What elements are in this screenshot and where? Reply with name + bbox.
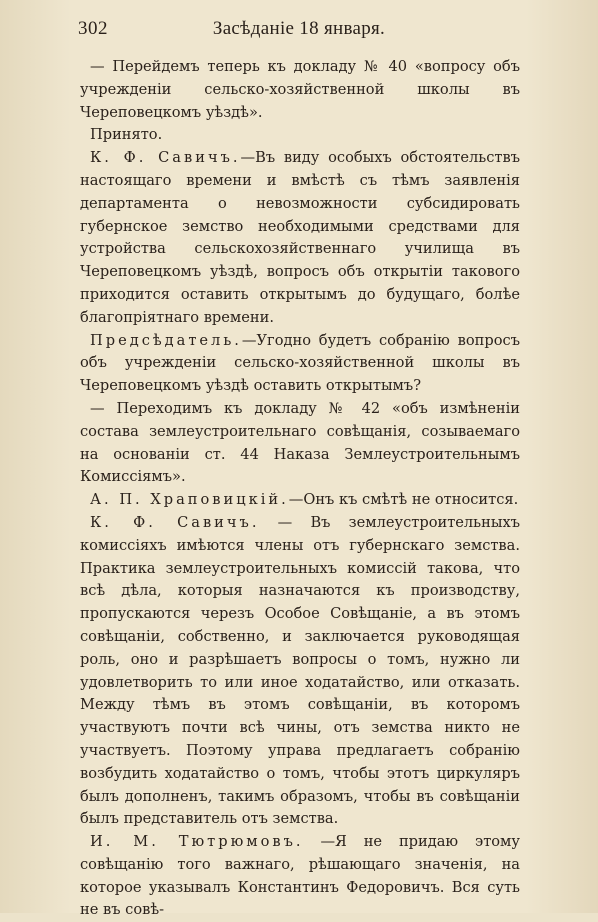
- page-header: [0, 18, 598, 48]
- running-title: Засѣданіе 18 января.: [212, 18, 386, 39]
- speaker-name: И. М. Тютрюмовъ.: [90, 833, 304, 851]
- paragraph-text: —Въ виду особыхъ обстоятельствъ настоящаго времени и вмѣстѣ съ тѣмъ заявленія департамента о невозможности субсидировать губернское земство необходимыми средствами для устройства сельскохозяйственнаго училища въ Череповецкомъ уѣздѣ, вопросъ объ открытіи такового приходится оставить открытымъ до будущаго, болѣе благопріятнаго времени.: [80, 149, 520, 326]
- paragraph: [80, 124, 520, 147]
- paragraph: [80, 512, 520, 831]
- paragraph: [80, 330, 520, 398]
- paragraph-text: — Перейдемъ теперь къ докладу № 40 «вопросу объ учрежденіи сельско-хозяйственной школы въ Череповецкомъ уѣздѣ».: [80, 58, 520, 121]
- paragraph-text: —Угодно будетъ собранію вопросъ объ учрежденіи сельско-хозяйственной школы въ Череповецкомъ уѣздѣ оставить открытымъ?: [80, 331, 520, 395]
- speaker-name: Предсѣдатель.: [90, 331, 242, 349]
- paragraph-text: — Переходимъ къ докладу № 42 «объ измѣненіи состава землеустроительнаго совѣщанія, созываемаго на основаніи ст. 44 Наказа Землеустроительнымъ Комиссіямъ».: [80, 399, 520, 486]
- speaker-name: К. Ф. Савичъ.: [90, 513, 260, 531]
- page-body: [80, 56, 520, 922]
- paragraph: [80, 398, 520, 489]
- paragraph-text: Принято.: [90, 126, 163, 144]
- page-number: 302: [78, 18, 108, 39]
- paragraph: [80, 147, 520, 329]
- paragraph-text: — Въ землеустроительныхъ комиссіяхъ имѣются члены отъ губернскаго земства. Практика землеустроительныхъ комиссій такова, что всѣ дѣла, которыя назначаются къ производству, пропускаются черезъ Особое Совѣщаніе, а въ этомъ совѣщаніи, собственно, и заключается руководящая роль, оно и разрѣшаетъ вопросы о томъ, нужно ли удовлетворить то или иное ходатайство, или отказать. Между тѣмъ въ этомъ совѣщаніи, въ которомъ участвуютъ почти всѣ чины, отъ земства никто не участвуетъ. Поэтому управа предлагаетъ собранію возбудить ходатайство о томъ, чтобы этотъ циркуляръ былъ дополненъ, такимъ образомъ, чтобы въ совѣщаніи былъ представитель отъ земства.: [80, 513, 520, 828]
- paragraph: [80, 489, 520, 512]
- paragraph-text: —Онъ къ смѣтѣ не относится.: [288, 491, 519, 509]
- paragraph: [80, 831, 520, 922]
- speaker-name: К. Ф. Савичъ.: [90, 149, 241, 167]
- paragraph: [80, 56, 520, 124]
- paragraph-text: —Я не придаю этому совѣщанію того важнаго, рѣшающаго значенія, на которое указывалъ Константинъ Федоровичъ. Вся суть не въ совѣ-: [80, 833, 520, 919]
- speaker-name: А. П. Храповицкій.: [90, 491, 289, 509]
